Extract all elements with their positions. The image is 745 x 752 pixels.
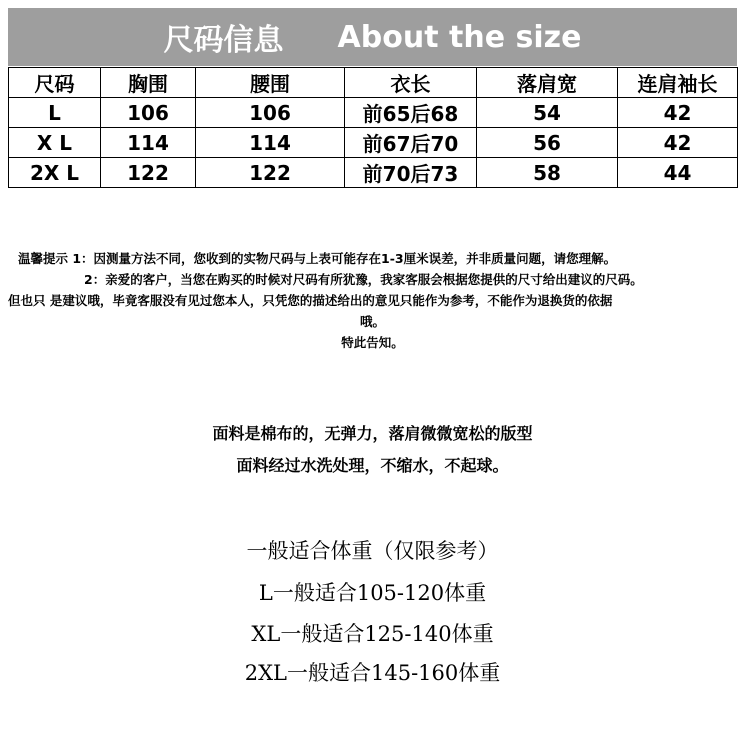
table-cell: 44 — [618, 158, 738, 188]
table-cell: 42 — [618, 98, 738, 128]
table-cell: 114 — [101, 128, 196, 158]
header-chest: 胸围 — [101, 68, 196, 98]
table-cell: L — [9, 98, 101, 128]
table-row — [9, 98, 738, 128]
fit-line-xl: XL一般适合125-140体重 — [251, 622, 494, 646]
size-table-header-row — [9, 68, 738, 98]
header-size: 尺码 — [9, 68, 101, 98]
table-cell: 122 — [196, 158, 345, 188]
fit-line-l: L一般适合105-120体重 — [258, 581, 487, 605]
table-cell: 114 — [196, 128, 345, 158]
table-cell: 2X L — [9, 158, 101, 188]
table-cell: 106 — [101, 98, 196, 128]
header-waist: 腰围 — [196, 68, 345, 98]
reminder-line-3: 但也只 是建议哦，毕竟客服没有见过您本人，只凭您的描述给出的意见只能作为参考，不能作为退换货的依据 — [8, 293, 613, 308]
banner-title-en: About the size — [337, 19, 582, 55]
table-cell: 前67后70 — [345, 128, 477, 158]
fit-title: 一般适合体重（仅限参考） — [246, 539, 499, 563]
reminder-notes — [8, 248, 737, 353]
reminder-line-1: 温馨提示 1：因测量方法不同，您收到的实物尺码与上表可能存在1-3厘米误差，并非质量问题，请您理解。 — [18, 251, 617, 266]
header-length: 衣长 — [345, 68, 477, 98]
fabric-line-1: 面料是棉布的，无弹力，落肩微微宽松的版型 — [212, 424, 533, 443]
table-cell: 前65后68 — [345, 98, 477, 128]
size-table — [8, 67, 738, 188]
table-cell: X L — [9, 128, 101, 158]
table-row — [9, 128, 738, 158]
table-cell: 58 — [477, 158, 618, 188]
banner-title-cn: 尺码信息 — [163, 23, 284, 58]
fit-line-2xl: 2XL一般适合145-160体重 — [244, 661, 501, 685]
table-cell: 122 — [101, 158, 196, 188]
reminder-line-5: 特此告知。 — [341, 335, 404, 350]
size-info-banner — [8, 8, 737, 66]
reminder-line-4: 哦。 — [359, 314, 385, 329]
table-cell: 42 — [618, 128, 738, 158]
header-sleeve: 连肩袖长 — [618, 68, 738, 98]
table-cell: 56 — [477, 128, 618, 158]
table-cell: 54 — [477, 98, 618, 128]
reminder-line-2: 2：亲爱的客户，当您在购买的时候对尺码有所犹豫，我家客服会根据您提供的尺寸给出建议的尺码。 — [84, 272, 643, 287]
table-cell: 106 — [196, 98, 345, 128]
table-row — [9, 158, 738, 188]
header-shoulder: 落肩宽 — [477, 68, 618, 98]
fabric-line-2: 面料经过水洗处理，不缩水，不起球。 — [236, 456, 509, 475]
table-cell: 前70后73 — [345, 158, 477, 188]
